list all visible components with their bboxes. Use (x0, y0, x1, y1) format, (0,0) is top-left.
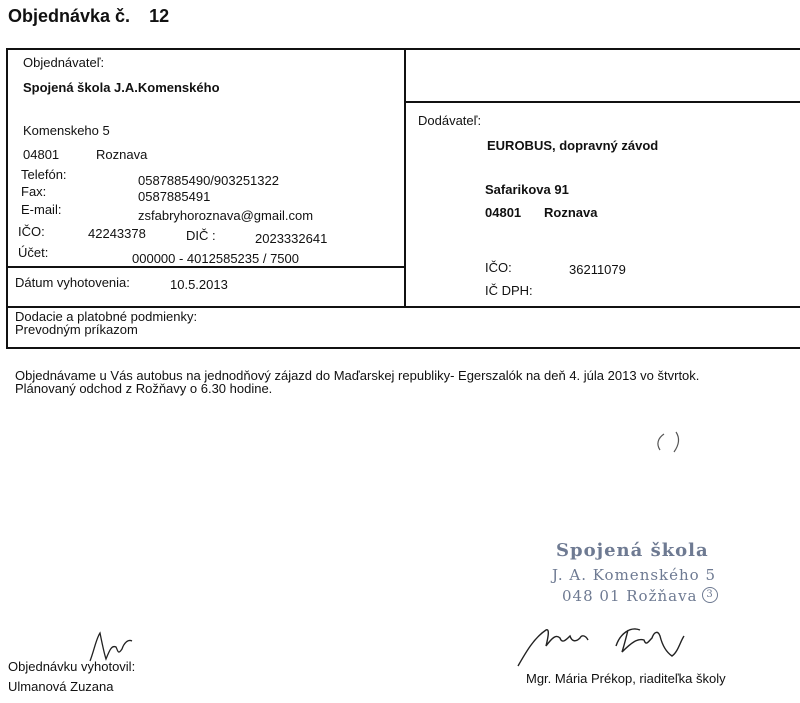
orderer-name: Spojená škola J.A.Komenského (23, 80, 220, 95)
orderer-label: Objednávateľ: (23, 55, 105, 70)
stamp-name: Spojená škola (556, 540, 709, 561)
date-top-line (6, 266, 404, 268)
supplier-zip: 04801 (485, 205, 522, 220)
supplier-name: EUROBUS, dopravný závod (487, 138, 659, 153)
ico-label: IČO: (18, 224, 45, 239)
stamp-city-text: 048 01 Rožňava (562, 587, 698, 605)
issue-date-value: 10.5.2013 (170, 277, 228, 292)
supplier-ico-label: IČO: (485, 260, 512, 275)
terms-label: Dodacie a platobné podmienky: (15, 309, 198, 324)
order-title (8, 6, 169, 27)
supplier-street: Safarikova 91 (485, 182, 569, 197)
order-title-label: Objednávka č. (8, 6, 131, 26)
account-label: Účet: (18, 245, 49, 260)
supplier-top-line (404, 101, 800, 103)
terms-top-line (6, 306, 800, 308)
supplier-city: Roznava (544, 205, 598, 220)
middle-divider (404, 48, 406, 308)
phone-value: 0587885490/903251322 (138, 173, 279, 188)
body-top-line (6, 347, 800, 349)
dic-value: 2023332641 (255, 231, 328, 246)
ico-value: 42243378 (88, 226, 146, 241)
supplier-icdph-label: IČ DPH: (485, 283, 533, 298)
fax-value: 0587885491 (138, 189, 211, 204)
top-border (6, 48, 800, 50)
orderer-street: Komenskeho 5 (23, 123, 110, 138)
issue-date-label: Dátum vyhotovenia: (15, 275, 130, 290)
stamp-city (562, 587, 718, 605)
terms-value: Prevodným príkazom (15, 322, 138, 337)
account-value: 000000 - 4012585235 / 7500 (132, 251, 299, 266)
fax-label: Fax: (21, 184, 47, 199)
supplier-label: Dodávateľ: (418, 113, 482, 128)
pen-mark-icon (648, 428, 694, 456)
stamp-address: J. A. Komenského 5 (552, 566, 717, 584)
prepared-by-name: Ulmanová Zuzana (8, 679, 114, 694)
order-number: 12 (149, 6, 170, 26)
prepared-by-label: Objednávku vyhotovil: (8, 659, 136, 674)
director-signature-icon (512, 612, 702, 672)
email-value: zsfabryhoroznava@gmail.com (138, 208, 314, 223)
left-border (6, 48, 8, 348)
order-text-line1: Objednávame u Vás autobus na jednodňový zájazd do Maďarskej republiky- Egerszalók na deň 4. júla 2013 vo štvrtok. (15, 368, 700, 383)
supplier-ico-value: 36211079 (569, 262, 626, 277)
orderer-city: Roznava (96, 147, 148, 162)
signatory-name: Mgr. Mária Prékop, riaditeľka školy (526, 671, 726, 686)
orderer-zip: 04801 (23, 147, 60, 162)
dic-label: DIČ : (186, 228, 216, 243)
stamp-number: 3 (702, 587, 718, 603)
email-label: E-mail: (21, 202, 62, 217)
phone-label: Telefón: (21, 167, 67, 182)
order-text-line2: Plánovaný odchod z Rožňavy o 6.30 hodine. (15, 381, 273, 396)
